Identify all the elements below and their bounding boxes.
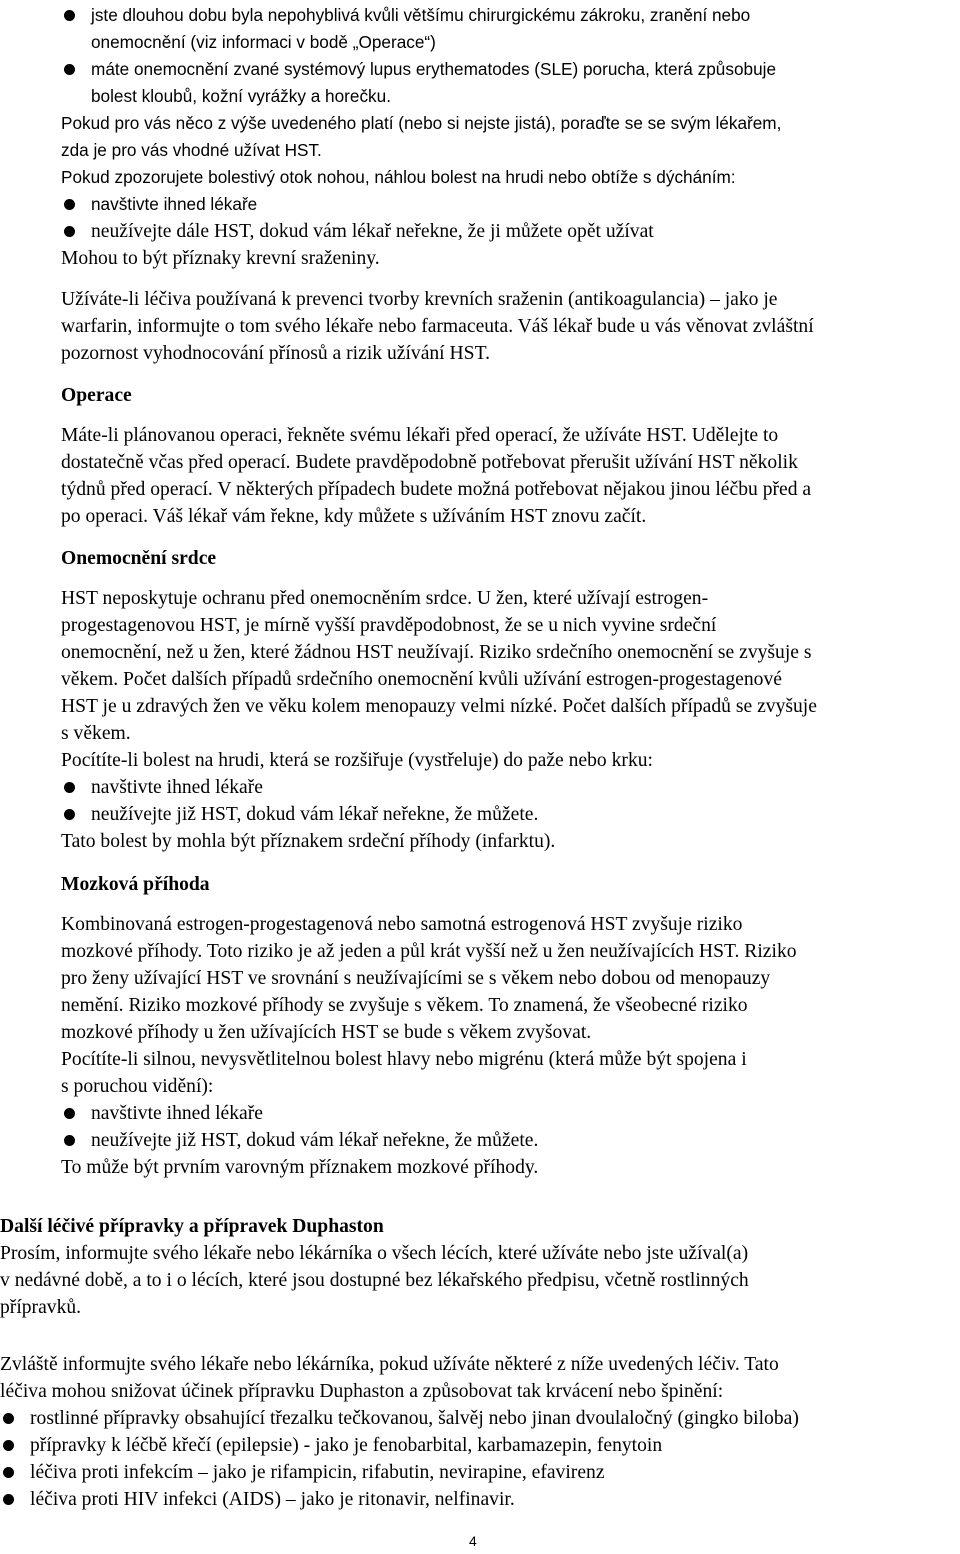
srdce-heading: Onemocnění srdce [61, 548, 217, 569]
operace-line-3: týdnů před operací. V některých případech budete možná potřebovat nějakou jinou léčbu před a [61, 479, 812, 500]
page-number: 4 [469, 1533, 477, 1549]
mrtvice-line-4: nemění. Riziko mozkové příhody se zvyšuje s věkem. To znamená, že všeobecné riziko [61, 995, 748, 1016]
srdce-bullet-2: neužívejte již HST, dokud vám lékař neřekne, že můžete. [91, 804, 539, 825]
top-bullet-2-line-2: bolest kloubů, kožní vyrážky a horečku. [91, 86, 391, 106]
top-bullet-2-line-1: máte onemocnění zvané systémový lupus erythematodes (SLE) porucha, která způsobuje [91, 59, 776, 79]
top-bullet-1-line-1: jste dlouhou dobu byla nepohyblivá kvůli většímu chirurgickému zákroku, zranění nebo [91, 5, 751, 25]
advice-line-2: zda je pro vás vhodné užívat HST. [61, 140, 322, 160]
thrombosis-intro: Pokud zpozorujete bolestivý otok nohou, náhlou bolest na hrudi nebo obtíže s dýcháním: [61, 167, 736, 187]
thrombosis-bullet-2: neužívejte dále HST, dokud vám lékař neřekne, že ji můžete opět užívat [91, 221, 654, 242]
bullet-dot [3, 1494, 14, 1505]
bullet-dot [64, 1135, 75, 1146]
srdce-line-3: onemocnění, než u žen, které žádnou HST neužívají. Riziko srdečního onemocnění se zvyšuje s [61, 642, 812, 663]
srdce-line-6: s věkem. [61, 723, 131, 744]
anticoag-line-3: pozornost vyhodnocování přínosů a rizik užívání HST. [61, 343, 490, 364]
bullet-dot [64, 226, 75, 237]
mrtvice-intro-1: Pocítíte-li silnou, nevysvětlitelnou bolest hlavy nebo migrénu (která může být spojena i [61, 1049, 747, 1070]
dalsi-bullet-4: léčiva proti HIV infekci (AIDS) – jako je ritonavir, nelfinavir. [30, 1489, 515, 1510]
srdce-line-2: progestagenovou HST, je mírně vyšší pravděpodobnost, že se u nich vyvine srdeční [61, 615, 717, 636]
bullet-dot [64, 199, 75, 210]
srdce-line-4: věkem. Počet dalších případů srdečního onemocnění kvůli užívání estrogen-progestagenové [61, 669, 782, 690]
dalsi-line-1: Prosím, informujte svého lékaře nebo lékárníka o všech lécích, které užíváte nebo jste užíval(a) [0, 1243, 749, 1264]
thrombosis-outro: Mohou to být příznaky krevní sraženiny. [61, 248, 380, 269]
bullet-dot [64, 64, 75, 75]
operace-line-4: po operaci. Váš lékař vám řekne, kdy můžete s užíváním HST znovu začít. [61, 506, 647, 527]
bullet-dot [64, 1108, 75, 1119]
mrtvice-line-3: pro ženy užívající HST ve srovnání s neužívajícími se s věkem nebo dobou od menopauzy [61, 968, 771, 989]
bullet-dot [64, 782, 75, 793]
mrtvice-heading: Mozková příhoda [61, 874, 210, 895]
srdce-bullet-1: navštivte ihned lékaře [91, 777, 263, 798]
srdce-outro: Tato bolest by mohla být příznakem srdeční příhody (infarktu). [61, 831, 556, 852]
operace-line-2: dostatečně včas před operací. Budete pravděpodobně potřebovat přerušit užívání HST několik [61, 452, 798, 473]
dalsi-line-5: léčiva mohou snižovat účinek přípravku Duphaston a způsobovat tak krvácení nebo špinění: [0, 1381, 724, 1402]
bullet-dot [3, 1413, 14, 1424]
top-bullet-1-line-2: onemocnění (viz informaci v bodě „Operace“) [91, 32, 436, 52]
mrtvice-bullet-1: navštivte ihned lékaře [91, 1103, 263, 1124]
anticoag-line-2: warfarin, informujte o tom svého lékaře nebo farmaceuta. Váš lékař bude u vás věnovat zvláštní [61, 316, 814, 337]
mrtvice-line-5: mozkové příhody u žen užívajících HST se bude s věkem zvyšovat. [61, 1022, 592, 1043]
anticoag-line-1: Užíváte-li léčiva používaná k prevenci tvorby krevních sraženin (antikoagulancia) – jako je [61, 289, 778, 310]
srdce-line-1: HST neposkytuje ochranu před onemocněním srdce. U žen, které užívají estrogen- [61, 588, 709, 609]
srdce-intro: Pocítíte-li bolest na hrudi, která se rozšiřuje (vystřeluje) do paže nebo krku: [61, 750, 653, 771]
mrtvice-bullet-2: neužívejte již HST, dokud vám lékař neřekne, že můžete. [91, 1130, 539, 1151]
operace-line-1: Máte-li plánovanou operaci, řekněte svému lékaři před operací, že užíváte HST. Udělejte to [61, 425, 779, 446]
thrombosis-bullet-1: navštivte ihned lékaře [91, 194, 258, 214]
dalsi-line-3: přípravků. [0, 1297, 82, 1318]
mrtvice-line-1: Kombinovaná estrogen-progestagenová nebo samotná estrogenová HST zvyšuje riziko [61, 914, 743, 935]
dalsi-bullet-2: přípravky k léčbě křečí (epilepsie) - jako je fenobarbital, karbamazepin, fenytoin [30, 1435, 663, 1456]
mrtvice-outro: To může být prvním varovným příznakem mozkové příhody. [61, 1157, 539, 1178]
mrtvice-intro-2: s poruchou vidění): [61, 1076, 214, 1097]
bullet-dot [64, 10, 75, 21]
dalsi-bullet-3: léčiva proti infekcím – jako je rifampicin, rifabutin, nevirapine, efavirenz [30, 1462, 605, 1483]
srdce-line-5: HST je u zdravých žen ve věku kolem menopauzy velmi nízké. Počet dalších případů se zvyšuje [61, 696, 817, 717]
advice-line-1: Pokud pro vás něco z výše uvedeného platí (nebo si nejste jistá), poraďte se se svým lékařem, [61, 113, 782, 133]
bullet-dot [64, 809, 75, 820]
operace-heading: Operace [61, 385, 132, 406]
bullet-dot [3, 1440, 14, 1451]
dalsi-line-4: Zvláště informujte svého lékaře nebo lékárníka, pokud užíváte některé z níže uvedených léčiv. Tato [0, 1354, 779, 1375]
mrtvice-line-2: mozkové příhody. Toto riziko je až jeden a půl krát vyšší než u žen neužívajících HST. Riziko [61, 941, 797, 962]
dalsi-bullet-1: rostlinné přípravky obsahující třezalku tečkovanou, šalvěj nebo jinan dvoulaločný (gingko biloba) [30, 1408, 799, 1429]
bullet-dot [3, 1467, 14, 1478]
dalsi-heading: Další léčivé přípravky a přípravek Duphaston [0, 1216, 384, 1237]
dalsi-line-2: v nedávné době, a to i o lécích, které jsou dostupné bez lékařského předpisu, včetně rostlinných [0, 1270, 749, 1291]
